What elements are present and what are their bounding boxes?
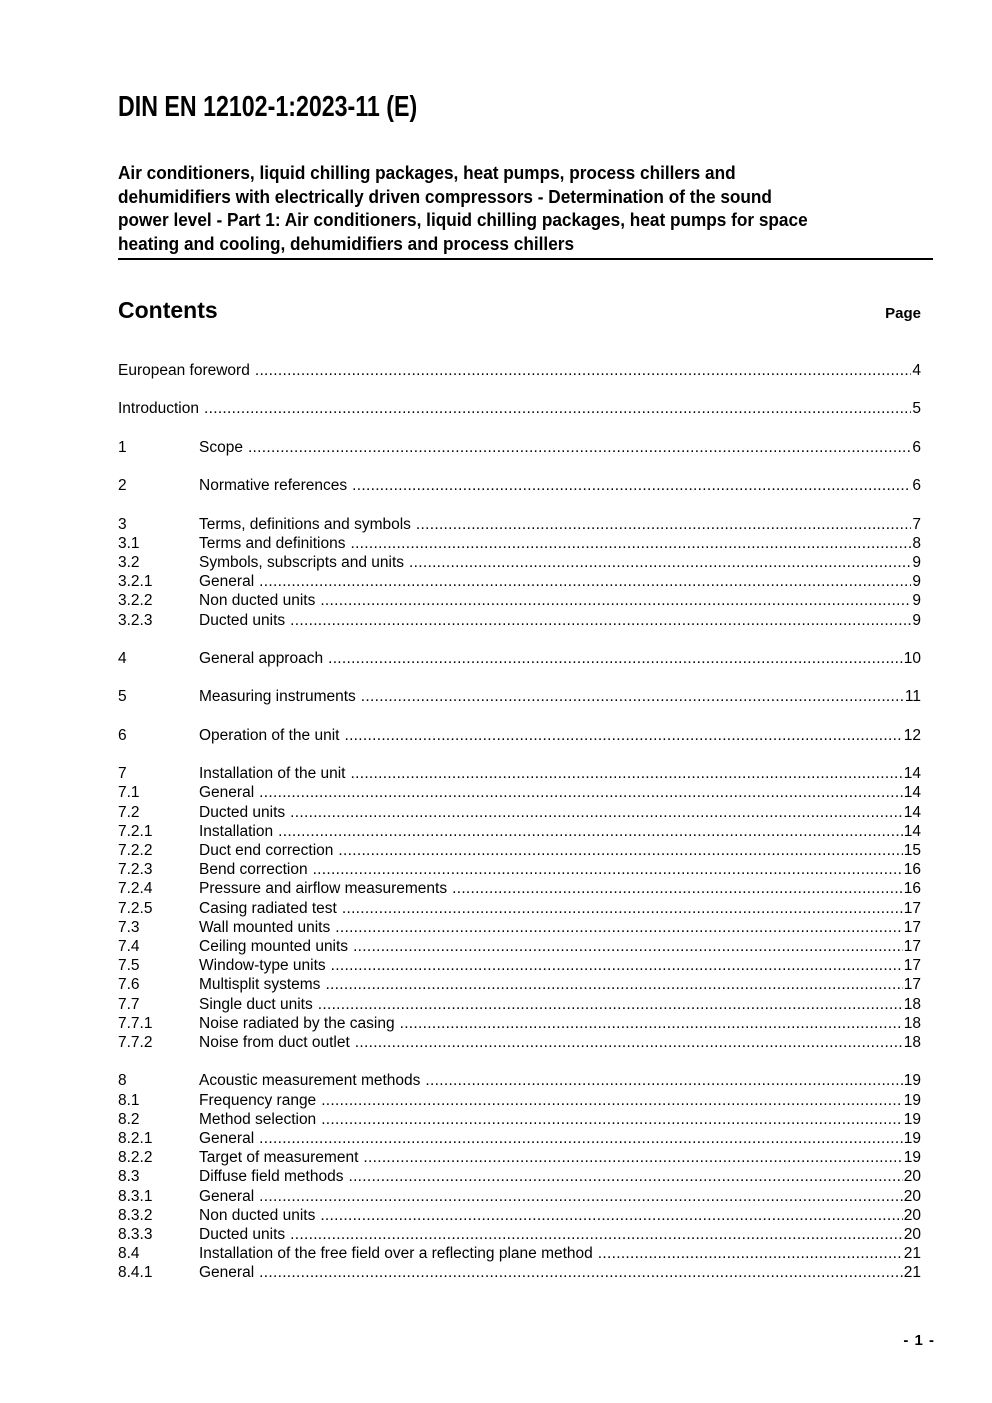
toc-entry-number: 8 xyxy=(118,1072,127,1090)
toc-entry-title: Ducted units xyxy=(199,803,286,821)
toc-entry-page: 18 xyxy=(903,1014,921,1032)
toc-entry-number: 8.3 xyxy=(118,1168,140,1186)
toc-entry-page: 9 xyxy=(912,553,921,571)
page-column-label: Page xyxy=(885,305,921,322)
toc-entry-title: Measuring instruments xyxy=(199,688,356,706)
toc-entry-title: Installation of the unit xyxy=(199,765,346,783)
toc-entry-title: General approach xyxy=(199,649,324,667)
toc-entry-page: 19 xyxy=(903,1129,921,1147)
toc-entry-title: General xyxy=(199,1264,255,1282)
subtitle-line: dehumidifiers with electrically driven compressors - Determination of the sound xyxy=(118,185,772,207)
toc-entry-row xyxy=(118,1167,933,1186)
dot-leader xyxy=(353,937,903,956)
dot-leader xyxy=(313,860,903,879)
toc-entry-page: 21 xyxy=(903,1264,921,1282)
toc-entry-row xyxy=(118,553,933,572)
dot-leader xyxy=(355,1033,903,1052)
toc-entry-row xyxy=(118,1110,933,1129)
dot-leader xyxy=(331,956,903,975)
toc-entry-number: 7.2.2 xyxy=(118,841,153,859)
toc-entry-row xyxy=(118,1091,933,1110)
toc-entry-page: 15 xyxy=(903,841,921,859)
toc-entry-page: 19 xyxy=(903,1110,921,1128)
toc-entry-row xyxy=(118,361,933,380)
toc-entry-number: 7.2.3 xyxy=(118,861,153,879)
toc-entry-title: Noise from duct outlet xyxy=(199,1033,350,1051)
dot-leader xyxy=(204,399,911,418)
toc-entry-page: 20 xyxy=(903,1187,921,1205)
toc-entry-row xyxy=(118,937,933,956)
toc-entry-number: 7.2.1 xyxy=(118,822,153,840)
toc-entry-page: 8 xyxy=(912,534,921,552)
dot-leader xyxy=(320,591,911,610)
toc-entry-page: 17 xyxy=(903,918,921,936)
toc-entry-row xyxy=(118,515,933,534)
dot-leader xyxy=(328,649,903,668)
dot-leader xyxy=(259,783,903,802)
toc-entry-title: Symbols, subscripts and units xyxy=(199,553,405,571)
toc-entry-number: 8.3.1 xyxy=(118,1187,153,1205)
subtitle-line: power level - Part 1: Air conditioners, liquid chilling packages, heat pumps for space xyxy=(118,209,808,230)
toc-entry-title: European foreword xyxy=(118,362,250,379)
toc-entry-number: 8.2.2 xyxy=(118,1149,153,1167)
toc-entry-page: 14 xyxy=(903,784,921,802)
toc-entry-page: 17 xyxy=(903,899,921,917)
toc-entry-number: 7 xyxy=(118,765,127,783)
toc-entry-number: 7.2 xyxy=(118,803,140,821)
toc-entry-row xyxy=(118,476,933,495)
toc-entry-number: 8.3.3 xyxy=(118,1226,153,1243)
toc-entry-title: General xyxy=(199,573,255,591)
toc-entry-page: 7 xyxy=(912,515,921,533)
dot-leader xyxy=(290,803,903,822)
toc-entry-number: 3.2.1 xyxy=(118,573,153,591)
toc-entry-title: Normative references xyxy=(199,477,348,495)
dot-leader xyxy=(318,995,903,1014)
toc-entry-row xyxy=(118,803,933,822)
toc-entry-page: 18 xyxy=(903,995,921,1013)
contents-header-row xyxy=(118,297,933,323)
dot-leader xyxy=(321,1110,903,1129)
toc-entry-row xyxy=(118,687,933,706)
toc-entry-row xyxy=(118,1148,933,1167)
dot-leader xyxy=(278,822,903,841)
dot-leader xyxy=(363,1148,902,1167)
toc-entry-number: 7.7.1 xyxy=(118,1014,153,1032)
toc-entry-page: 18 xyxy=(903,1033,921,1051)
toc-entry-page: 17 xyxy=(903,937,921,955)
toc-entry-row xyxy=(118,899,933,918)
dot-leader xyxy=(259,1263,903,1282)
toc-entry-number: 5 xyxy=(118,688,127,706)
toc-entry-title: Casing radiated test xyxy=(199,899,337,917)
toc-entry-title: General xyxy=(199,784,255,802)
dot-leader xyxy=(290,1225,903,1244)
toc-entry-title: Target of measurement xyxy=(199,1149,359,1167)
toc-entry-number: 8.4 xyxy=(118,1245,140,1263)
toc-entry-title: Window-type units xyxy=(199,957,326,975)
toc-entry-title: General xyxy=(199,1187,255,1205)
toc-entry-row xyxy=(118,956,933,975)
document-subtitle xyxy=(118,161,876,255)
toc-entry-page: 19 xyxy=(903,1149,921,1167)
toc-entry-title: General xyxy=(199,1129,255,1147)
toc-entry-title: Multisplit systems xyxy=(199,976,321,994)
dot-leader xyxy=(400,1014,903,1033)
toc-entry-number: 7.7.2 xyxy=(118,1033,153,1051)
toc-entry-page: 9 xyxy=(912,592,921,610)
toc-entry-title: Noise radiated by the casing xyxy=(199,1014,395,1032)
toc-entry-number: 7.3 xyxy=(118,918,140,936)
toc-entry-page: 11 xyxy=(904,688,921,706)
toc-entry-title: Ducted units xyxy=(199,611,286,629)
toc-entry-row xyxy=(118,1033,933,1052)
toc-entry-title: Non ducted units xyxy=(199,1206,316,1224)
dot-leader xyxy=(352,476,911,495)
toc-entry-number: 7.2.4 xyxy=(118,880,153,898)
dot-leader xyxy=(259,1129,903,1148)
toc-entry-row xyxy=(118,399,933,418)
toc-entry-number: 1 xyxy=(118,438,127,456)
dot-leader xyxy=(361,687,904,706)
toc-entry-page: 5 xyxy=(912,400,921,418)
toc-entry-page: 14 xyxy=(903,803,921,821)
toc-entry-page: 19 xyxy=(903,1072,921,1090)
toc-entry-page: 16 xyxy=(903,880,921,898)
toc-entry-number: 7.6 xyxy=(118,976,140,994)
toc-entry-page: 14 xyxy=(903,822,921,840)
document-title: DIN EN 12102-1:2023-11 (E) xyxy=(118,91,418,123)
toc-entry-title: Introduction xyxy=(118,400,199,418)
toc-entry-number: 6 xyxy=(118,726,127,744)
dot-leader xyxy=(259,1187,903,1206)
toc-entry-page: 9 xyxy=(912,611,921,629)
dot-leader xyxy=(350,534,911,553)
toc-entry-page: 6 xyxy=(912,477,921,495)
toc-entry-title: Operation of the unit xyxy=(199,726,340,744)
dot-leader xyxy=(342,899,903,918)
toc-entry-title: Acoustic measurement methods xyxy=(199,1072,421,1090)
toc-entry-title: Scope xyxy=(199,438,243,456)
toc-entry-row xyxy=(118,918,933,937)
toc-entry-row xyxy=(118,1206,933,1225)
toc-entry-title: Installation xyxy=(199,822,274,840)
toc-entry-page: 21 xyxy=(903,1245,921,1263)
toc-entry-title: Frequency range xyxy=(199,1091,317,1109)
dot-leader xyxy=(348,1167,902,1186)
toc-entry-row xyxy=(118,1244,933,1263)
dot-leader xyxy=(351,764,903,783)
toc-entry-title: Terms, definitions and symbols xyxy=(199,515,411,533)
toc-entry-row xyxy=(118,1225,933,1244)
toc-entry-number: 8.2.1 xyxy=(118,1129,153,1147)
toc-entry-row xyxy=(118,764,933,783)
toc-entry-number: 8.3.2 xyxy=(118,1206,153,1224)
toc-entry-page: 20 xyxy=(903,1168,921,1186)
toc-entry-title: Ceiling mounted units xyxy=(199,937,349,955)
toc-entry-number: 3.2 xyxy=(118,553,140,571)
toc-entry-row xyxy=(118,438,933,457)
title-divider-rule xyxy=(118,258,933,260)
toc-entry-number: 8.1 xyxy=(118,1091,140,1109)
dot-leader xyxy=(255,361,912,380)
toc-entry-row xyxy=(118,995,933,1014)
footer-page-number: - 1 - xyxy=(903,1332,935,1349)
toc-entry-row xyxy=(118,841,933,860)
dot-leader xyxy=(325,975,902,994)
toc-entry-number: 7.2.5 xyxy=(118,899,153,917)
toc-entry-row xyxy=(118,591,933,610)
dot-leader xyxy=(425,1071,902,1090)
toc-entry-number: 7.4 xyxy=(118,937,140,955)
dot-leader xyxy=(598,1244,903,1263)
toc-entry-number: 2 xyxy=(118,477,127,495)
toc-entry-page: 19 xyxy=(903,1091,921,1109)
toc-entry-number: 8.2 xyxy=(118,1110,140,1128)
subtitle-line: heating and cooling, dehumidifiers and process chillers xyxy=(118,232,575,254)
toc-entry-row xyxy=(118,572,933,591)
toc-entry-row xyxy=(118,1071,933,1090)
toc-entry-title: Non ducted units xyxy=(199,592,316,610)
toc-entry-row xyxy=(118,1187,933,1206)
toc-entry-page: 12 xyxy=(903,726,921,744)
subtitle-line: Air conditioners, liquid chilling packages, heat pumps, process chillers and xyxy=(118,162,736,183)
toc-list xyxy=(118,361,933,1283)
toc-entry-title: Single duct units xyxy=(199,995,313,1013)
dot-leader xyxy=(409,553,911,572)
dot-leader xyxy=(290,611,911,630)
dot-leader xyxy=(335,918,903,937)
toc-entry-row xyxy=(118,1129,933,1148)
contents-heading: Contents xyxy=(118,297,218,323)
dot-leader xyxy=(452,879,903,898)
toc-entry-title: Bend correction xyxy=(199,861,308,879)
toc-entry-page: 10 xyxy=(903,649,921,667)
toc-entry-number: 7.7 xyxy=(118,995,140,1013)
toc-entry-page: 20 xyxy=(903,1226,921,1243)
toc-entry-title: Ducted units xyxy=(199,1226,286,1243)
toc-entry-number: 3.1 xyxy=(118,534,140,552)
toc-entry-title: Terms and definitions xyxy=(199,534,346,552)
toc-entry-row xyxy=(118,649,933,668)
toc-entry-number: 8.4.1 xyxy=(118,1264,153,1282)
toc-entry-row xyxy=(118,611,933,630)
dot-leader xyxy=(416,515,911,534)
toc-entry-row xyxy=(118,783,933,802)
toc-entry-page: 17 xyxy=(903,976,921,994)
toc-entry-number: 7.5 xyxy=(118,957,140,975)
toc-entry-row xyxy=(118,822,933,841)
toc-entry-title: Method selection xyxy=(199,1110,317,1128)
toc-entry-title: Diffuse field methods xyxy=(199,1168,344,1186)
dot-leader xyxy=(320,1206,902,1225)
dot-leader xyxy=(321,1091,903,1110)
toc-entry-number: 3.2.3 xyxy=(118,611,153,629)
toc-entry-page: 14 xyxy=(903,765,921,783)
toc-entry-page: 17 xyxy=(903,957,921,975)
dot-leader xyxy=(344,726,902,745)
dot-leader xyxy=(338,841,902,860)
toc-entry-row xyxy=(118,1014,933,1033)
toc-entry-row xyxy=(118,1263,933,1282)
toc-entry-title: Duct end correction xyxy=(199,841,334,859)
toc-entry-page: 6 xyxy=(912,438,921,456)
toc-entry-row xyxy=(118,879,933,898)
toc-entry-title: Pressure and airflow measurements xyxy=(199,880,448,898)
dot-leader xyxy=(248,438,911,457)
toc-entry-page: 20 xyxy=(903,1206,921,1224)
dot-leader xyxy=(259,572,911,591)
toc-entry-row xyxy=(118,975,933,994)
toc-entry-row xyxy=(118,860,933,879)
toc-entry-row xyxy=(118,726,933,745)
toc-entry-page: 16 xyxy=(903,861,921,879)
toc-entry-number: 3.2.2 xyxy=(118,592,153,610)
toc-entry-number: 7.1 xyxy=(118,784,140,802)
toc-entry-page: 4 xyxy=(912,362,921,379)
toc-entry-title: Installation of the free field over a reflecting plane method xyxy=(199,1245,593,1263)
toc-entry-number: 3 xyxy=(118,515,127,533)
toc-entry-title: Wall mounted units xyxy=(199,918,331,936)
toc-entry-page: 9 xyxy=(912,573,921,591)
toc-entry-number: 4 xyxy=(118,649,127,667)
toc-entry-row xyxy=(118,534,933,553)
